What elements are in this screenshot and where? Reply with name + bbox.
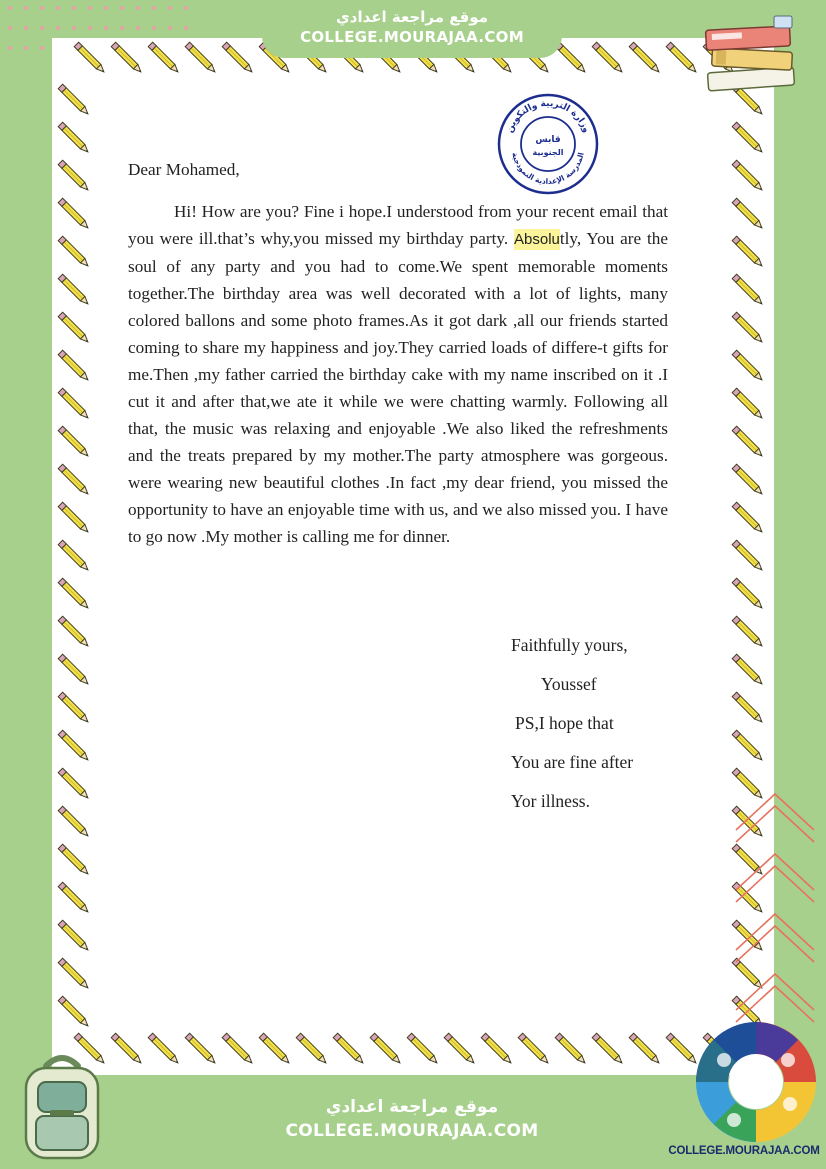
postscript-line-3: Yor illness. <box>511 791 590 811</box>
pencil-icon <box>732 692 764 724</box>
pencil-icon <box>444 1033 476 1065</box>
decorative-dot <box>24 26 28 30</box>
pencil-icon <box>58 996 90 1028</box>
decorative-dot <box>24 6 28 10</box>
pencil-icon <box>111 1033 143 1065</box>
pencil-icon <box>74 42 106 74</box>
site-arabic-name: موقع مراجعة اعدادي <box>336 8 488 26</box>
decorative-dot <box>152 26 156 30</box>
pencil-icon <box>58 578 90 610</box>
stamp-outer-text: وزارة التربية والتكوين <box>504 98 592 135</box>
pencil-icon <box>111 42 143 74</box>
backpack-icon <box>14 1050 110 1162</box>
pencil-icon <box>732 654 764 686</box>
pencil-icon <box>370 1033 402 1065</box>
pencil-icon <box>732 236 764 268</box>
pencil-icon <box>185 42 217 74</box>
pencil-icon <box>555 42 587 74</box>
pencil-icon <box>259 1033 291 1065</box>
pencil-icon <box>732 616 764 648</box>
decorative-dot <box>40 26 44 30</box>
pencil-icon <box>58 464 90 496</box>
pencil-icon <box>58 312 90 344</box>
decorative-dot <box>136 6 140 10</box>
school-subjects-circle-icon <box>694 1020 818 1144</box>
decorative-dot <box>168 6 172 10</box>
pencil-icon <box>58 426 90 458</box>
letter-content <box>128 160 668 550</box>
pencil-icon <box>222 42 254 74</box>
letter-body-rest: tly, You are the soul of any party and you had to come.We spent memorable moments together.The birthday area was well decorated with a lot of lights, many colored ballons and some photo frames.As it got dark ,all our friends started coming to share my happiness and joy.They carried loads of differe-t gifts for me.Then ,my father carried the birthday cake with my name inscribed on it .I cut it and after that,we ate it while we were chatting warmly. Following all that, the music was relaxing and enjoyable .We also liked the refreshments and the treats prepared by my mother.The party atmosphere was gorgeous. were wearing new beautiful clothes .In fact ,my dear friend, you missed the opportunity to have an enjoyable time with us, and we also missed you. I have to go now .My mother is calling me for dinner. <box>128 229 669 546</box>
highlighted-word: Absolu <box>514 231 560 248</box>
pencil-icon <box>732 388 764 420</box>
decorative-dot <box>184 6 188 10</box>
stamp-outer-text-bottom: المدرسة الإعدادية النموذجية <box>510 151 586 187</box>
pencil-icon <box>58 388 90 420</box>
pencil-icon <box>58 198 90 230</box>
pencil-icon <box>58 920 90 952</box>
pencil-icon <box>58 236 90 268</box>
pencil-icon <box>732 464 764 496</box>
pencil-icon <box>58 806 90 838</box>
decorative-dot <box>24 46 28 50</box>
pencil-icon <box>592 1033 624 1065</box>
pencil-icon <box>58 540 90 572</box>
pencil-icon <box>58 84 90 116</box>
decorative-dot <box>168 26 172 30</box>
pencil-icon <box>732 426 764 458</box>
stamp-center-line-2: الجنوبية <box>532 148 564 157</box>
pencil-icon <box>732 160 764 192</box>
pencil-icon <box>58 616 90 648</box>
pencil-icon <box>185 1033 217 1065</box>
chevron-decoration <box>732 790 818 1040</box>
pencil-icon <box>58 844 90 876</box>
pencil-icon <box>58 882 90 914</box>
pencil-icon <box>732 540 764 572</box>
logo-site-url[interactable]: COLLEGE.MOURAJAA.COM <box>668 1145 820 1157</box>
signature-name: Youssef <box>541 674 597 694</box>
pencil-icon <box>58 958 90 990</box>
decorative-dot <box>104 26 108 30</box>
decorative-dot <box>88 6 92 10</box>
postscript-line-2: You are fine after <box>511 752 634 772</box>
postscript-line-1: PS,I hope that <box>515 713 614 733</box>
letter-body <box>128 198 668 550</box>
pencil-icon <box>148 1033 180 1065</box>
decorative-dot <box>120 6 124 10</box>
decorative-dot <box>120 26 124 30</box>
letter-greeting: Dear Mohamed, <box>128 160 240 179</box>
site-banner-bottom[interactable] <box>262 1075 562 1169</box>
pencil-icon <box>666 42 698 74</box>
site-url-bottom[interactable]: COLLEGE.MOURAJAA.COM <box>285 1121 539 1141</box>
decorative-dot <box>8 26 12 30</box>
letter-body-intro: Hi! How are you? Fine i hope.I understood from your recent email that you were ill.that’s why,you missed my birthday party. <box>128 202 668 248</box>
pencil-icon <box>58 160 90 192</box>
site-arabic-name-bottom: موقع مراجعة اعدادي <box>325 1097 499 1117</box>
decorative-dot <box>184 26 188 30</box>
site-banner-top[interactable] <box>262 0 562 58</box>
pencil-icon <box>58 350 90 382</box>
decorative-dot <box>104 6 108 10</box>
decorative-dot <box>8 46 12 50</box>
pencil-icon <box>148 42 180 74</box>
decorative-dot <box>136 26 140 30</box>
pencil-icon <box>58 768 90 800</box>
decorative-dot <box>40 46 44 50</box>
pencil-icon <box>732 350 764 382</box>
decorative-dot <box>152 6 156 10</box>
pencil-icon <box>732 502 764 534</box>
pencil-icon <box>732 578 764 610</box>
decorative-dot <box>8 6 12 10</box>
pencil-icon <box>58 274 90 306</box>
pencil-icon <box>58 730 90 762</box>
pencil-icon <box>732 312 764 344</box>
pencil-icon <box>732 198 764 230</box>
pencil-icon <box>58 122 90 154</box>
pencil-icon <box>222 1033 254 1065</box>
letter-closing <box>511 632 633 827</box>
pencil-icon <box>592 42 624 74</box>
pencil-icon <box>518 1033 550 1065</box>
site-url[interactable]: COLLEGE.MOURAJAA.COM <box>300 28 524 46</box>
pencil-icon <box>481 1033 513 1065</box>
decorative-dot <box>40 6 44 10</box>
pencil-icon <box>629 1033 661 1065</box>
decorative-dot <box>72 26 76 30</box>
decorative-dot <box>88 26 92 30</box>
pencil-icon <box>58 654 90 686</box>
stamp-center-line-1: قابس <box>535 135 561 145</box>
decorative-dot <box>72 6 76 10</box>
pencil-icon <box>555 1033 587 1065</box>
pencil-icon <box>58 692 90 724</box>
decorative-dot <box>56 26 60 30</box>
closing-phrase: Faithfully yours, <box>511 635 628 655</box>
pencil-icon <box>58 502 90 534</box>
pencil-icon <box>732 730 764 762</box>
pencil-icon <box>732 122 764 154</box>
pencil-icon <box>296 1033 328 1065</box>
decorative-dot <box>56 6 60 10</box>
pencil-icon <box>732 274 764 306</box>
books-stack-icon <box>700 12 802 96</box>
pencil-icon <box>629 42 661 74</box>
pencil-icon <box>407 1033 439 1065</box>
pencil-icon <box>333 1033 365 1065</box>
